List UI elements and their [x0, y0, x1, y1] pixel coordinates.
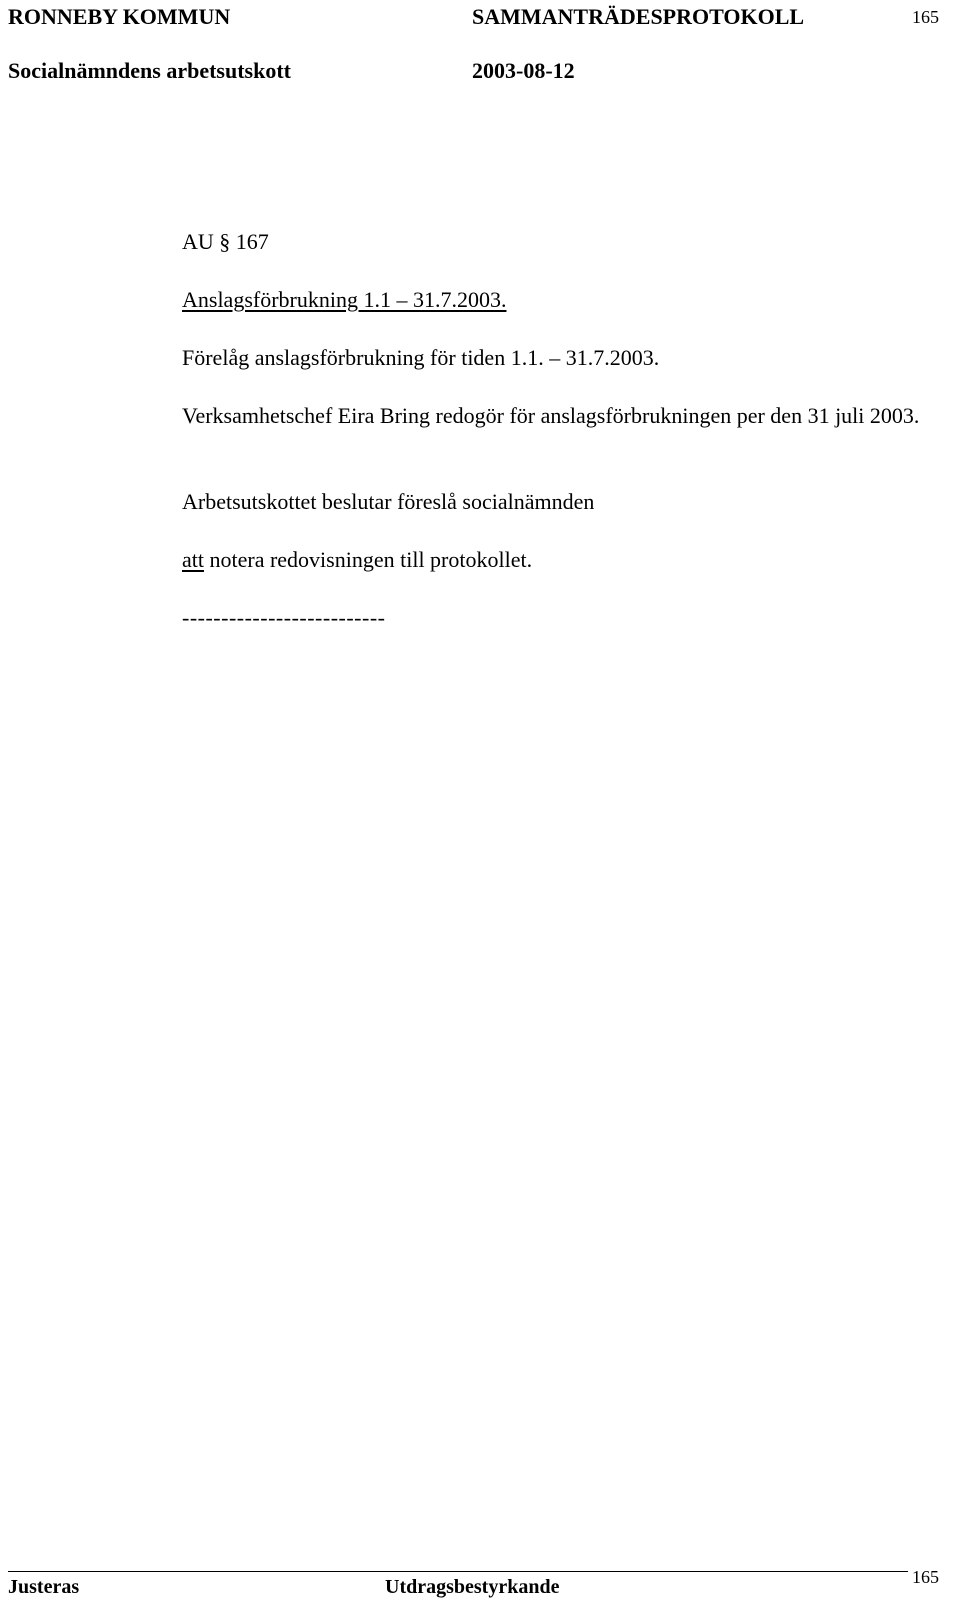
page-number-top: 165 [912, 7, 939, 27]
decision-text: notera redovisningen till protokollet. [204, 547, 533, 572]
document-type: SAMMANTRÄDESPROTOKOLL [472, 4, 805, 29]
decision-line [182, 546, 532, 573]
page-number-bottom: 165 [912, 1567, 939, 1587]
meeting-date: 2003-08-12 [472, 58, 575, 83]
organization-name: RONNEBY KOMMUN [8, 4, 231, 29]
section-separator: -------------------------- [182, 605, 386, 630]
footer-rule [8, 1571, 908, 1572]
footer-justeras-label: Justeras [8, 1576, 80, 1598]
section-reference: AU § 167 [182, 229, 269, 254]
committee-name: Socialnämndens arbetsutskott [8, 58, 291, 83]
paragraph-presented: Förelåg anslagsförbrukning för tiden 1.1. – 31.7.2003. [182, 345, 660, 370]
footer-utdrag-label: Utdragsbestyrkande [385, 1576, 560, 1598]
decision-att-keyword: att [182, 547, 204, 572]
paragraph-report: Verksamhetschef Eira Bring redogör för anslagsförbrukningen per den 31 juli 2003. [182, 403, 920, 428]
paragraph-resolution: Arbetsutskottet beslutar föreslå socialnämnden [182, 489, 595, 514]
section-title: Anslagsförbrukning 1.1 – 31.7.2003. [182, 287, 507, 312]
